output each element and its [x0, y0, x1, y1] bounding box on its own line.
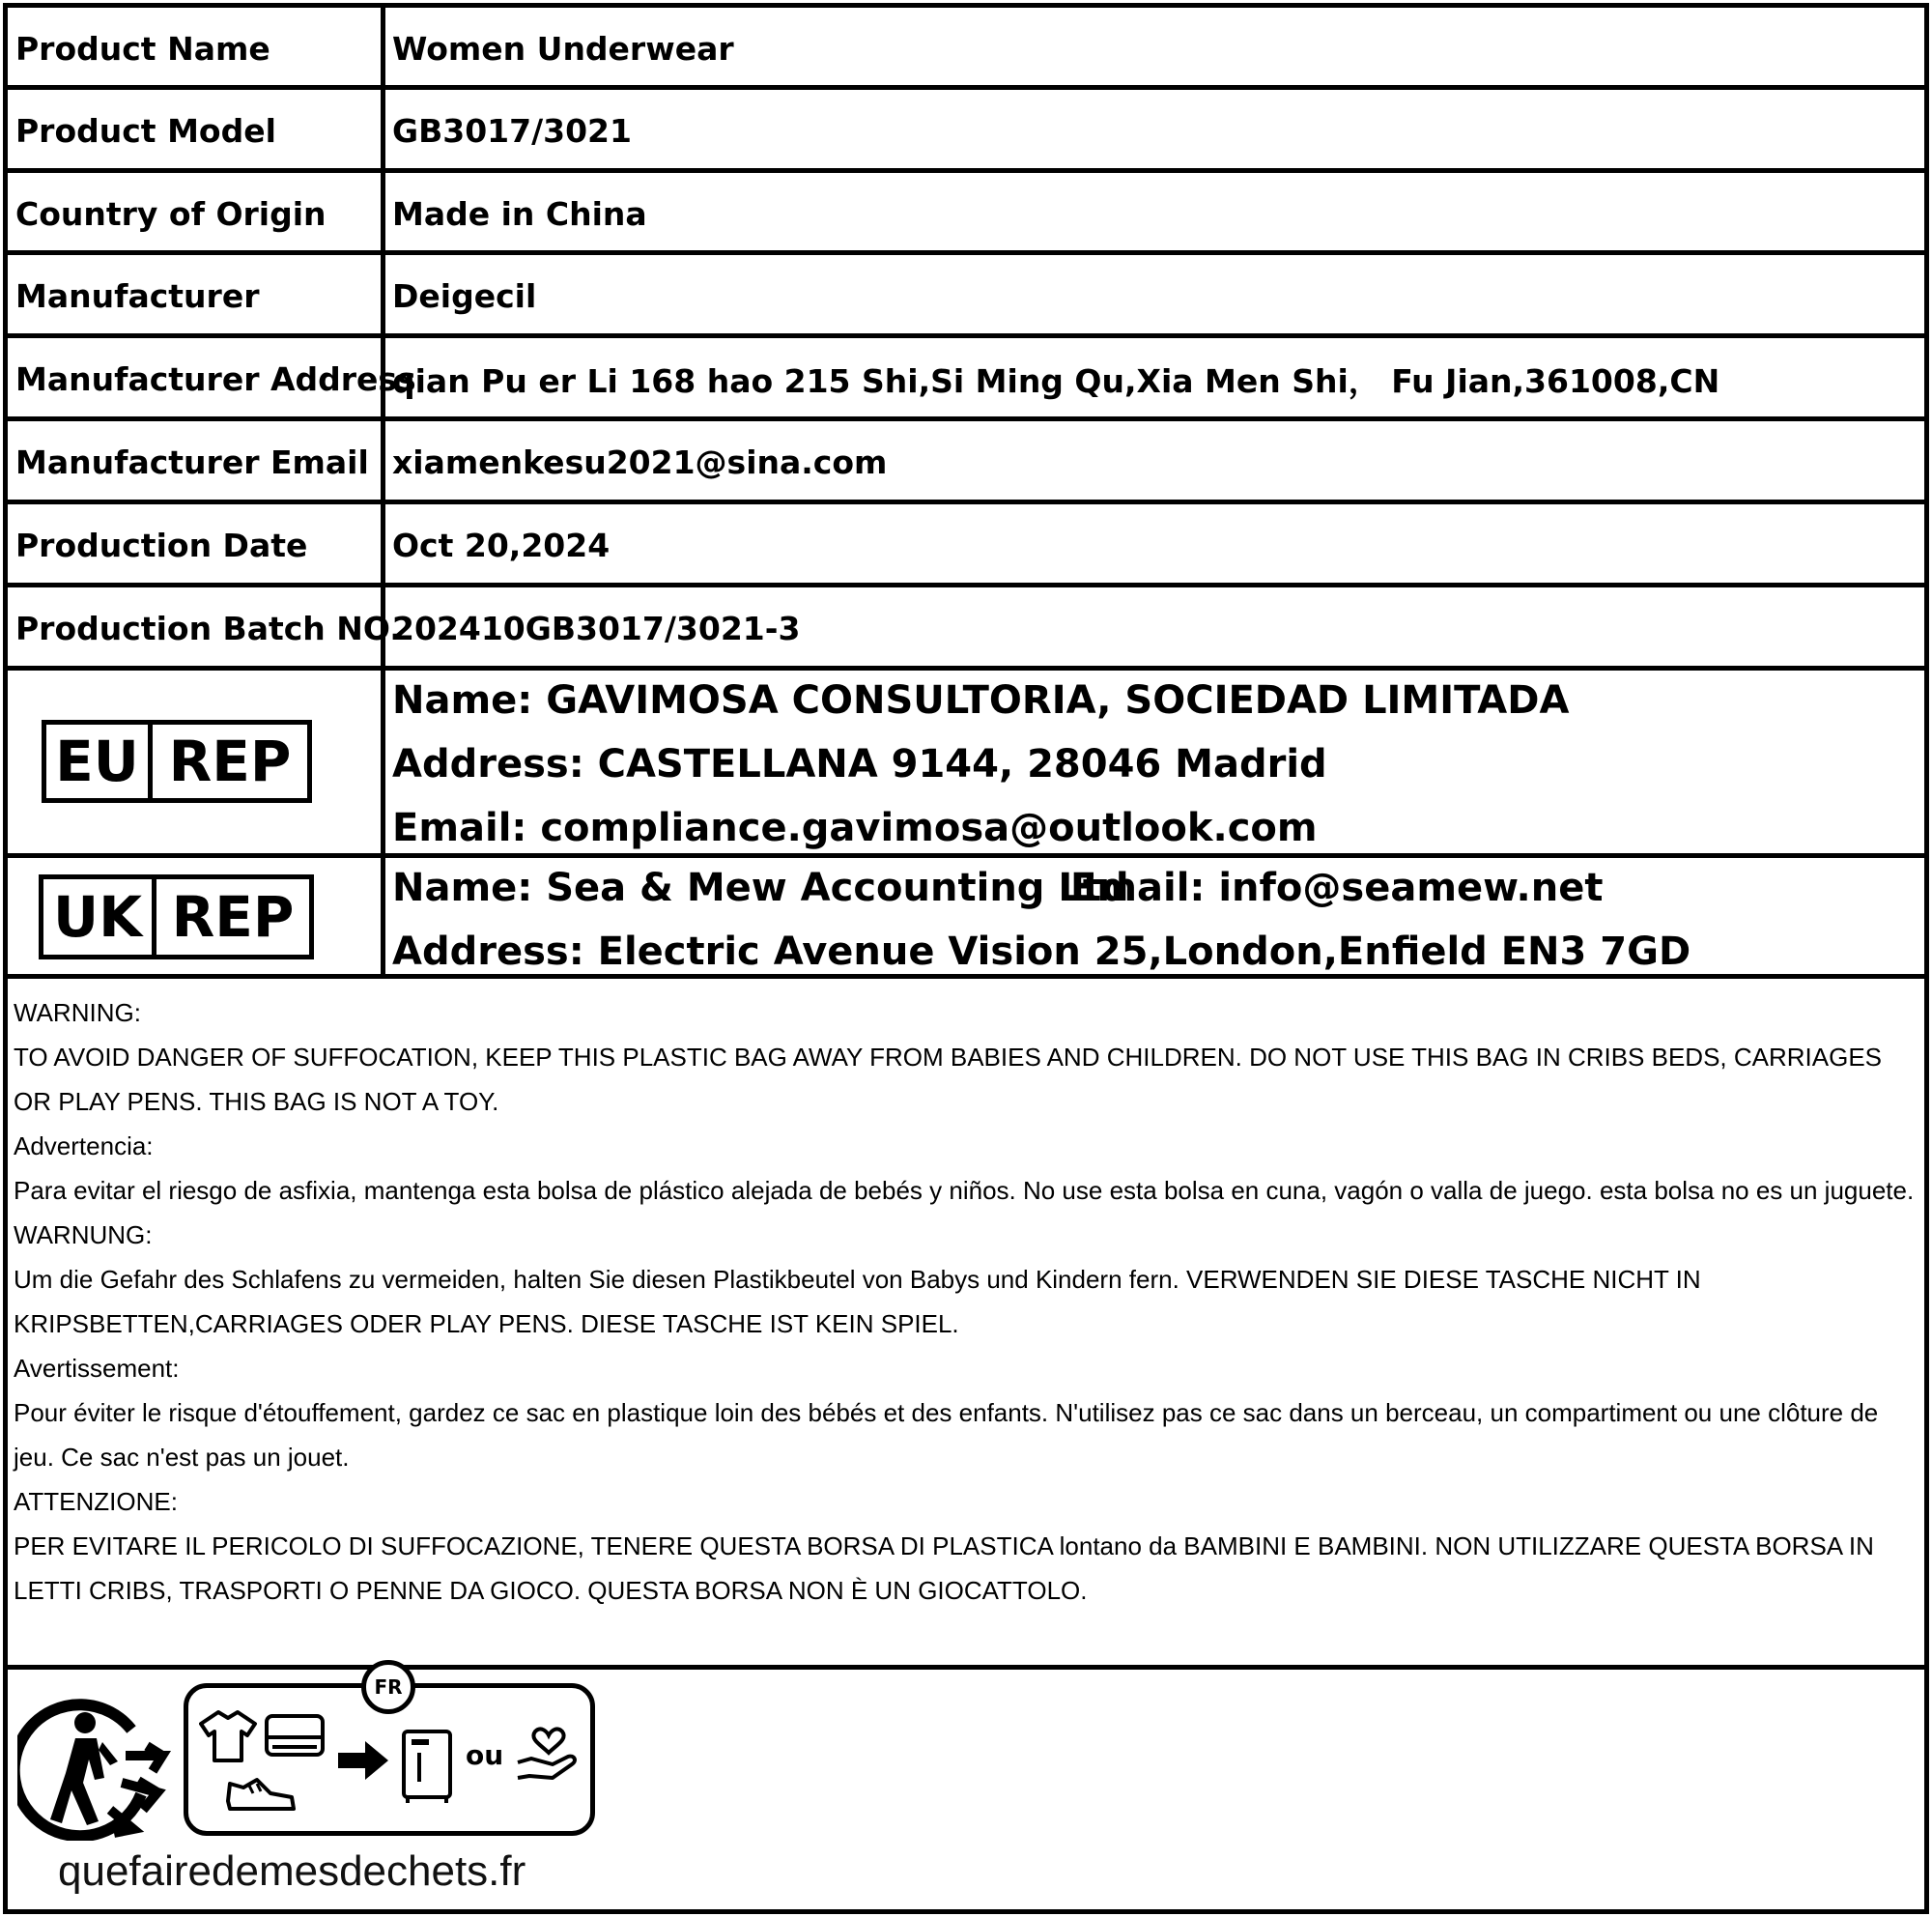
- spec-field: Manufacturer Email: [15, 443, 369, 481]
- spec-field: Country of Origin: [15, 194, 327, 233]
- warning-text: Um die Gefahr des Schlafens zu vermeiden, halten Sie diesen Plastikbeutel von Babys und Kindern fern. VERWENDEN SIE DIESE TASCHE NICHT IN KRIPSBETTEN,CARRIAGES ODER PLAY PENS. DIESE TASCHE IST KEIN SPIEL.: [14, 1265, 1701, 1338]
- row-divider: [5, 853, 1929, 858]
- eu-rep-badge-right: REP: [168, 729, 292, 794]
- eu-rep-badge-left: EU: [55, 729, 139, 794]
- column-divider: [381, 5, 385, 977]
- warning-heading: Advertencia:: [14, 1131, 154, 1160]
- spec-field: Product Name: [15, 29, 270, 68]
- fr-badge-label: FR: [374, 1675, 403, 1699]
- warning-heading: ATTENZIONE:: [14, 1487, 178, 1516]
- warning-text: PER EVITARE IL PERICOLO DI SUFFOCAZIONE, TENERE QUESTA BORSA DI PLASTICA lontano da BAMBINI E BAMBINI. NON UTILIZZARE QUESTA BORSA IN LETTI CRIBS, TRASPORTI O PENNE DA GIOCO. QUESTA BORSA NON È UN GIOCATTOLO.: [14, 1531, 1874, 1605]
- warning-text: TO AVOID DANGER OF SUFFOCATION, KEEP THIS PLASTIC BAG AWAY FROM BABIES AND CHILDREN. DO NOT USE THIS BAG IN CRIBS BEDS, CARRIAGES OR PLAY PENS. THIS BAG IS NOT A TOY.: [14, 1043, 1883, 1116]
- warning-heading: WARNUNG:: [14, 1220, 153, 1249]
- uk-rep-badge-right: REP: [171, 884, 295, 950]
- row-divider: [5, 974, 1929, 979]
- uk-rep-badge: [39, 874, 314, 959]
- spec-value: GB3017/3021: [392, 111, 632, 150]
- spec-value: Oct 20,2024: [392, 526, 611, 564]
- row-divider: [5, 1665, 1929, 1670]
- eu-rep-email: Email: compliance.gavimosa@outlook.com: [392, 806, 1318, 850]
- uk-rep-address: Address: Electric Avenue Vision 25,London,Enfield EN3 7GD: [392, 930, 1691, 974]
- fr-badge: [361, 1660, 415, 1714]
- shoe-icon: [224, 1772, 298, 1817]
- spec-value: Made in China: [392, 194, 647, 233]
- warning-heading: Avertissement:: [14, 1354, 180, 1383]
- warning-text: Para evitar el riesgo de asfixia, mantenga esta bolsa de plástico alejada de bebés y niños. No use esta bolsa en cuna, vagón o valla de juego. esta bolsa no es un juguete.: [14, 1176, 1915, 1205]
- spec-value: qian Pu er Li 168 hao 215 Shi,Si Ming Qu,Xia Men Shi， Fu Jian,361008,CN: [392, 361, 1720, 400]
- arrow-right-icon: [336, 1737, 390, 1784]
- uk-rep-badge-left: UK: [52, 884, 143, 950]
- spec-value: 202410GB3017/3021-3: [392, 609, 801, 647]
- tshirt-icon: [199, 1708, 259, 1764]
- triman-logo-icon: [17, 1686, 172, 1841]
- warning-heading: WARNING:: [14, 998, 141, 1027]
- uk-rep-name: Name: Sea & Mew Accounting Ltd: [392, 866, 1129, 910]
- hand-heart-icon: [514, 1724, 583, 1786]
- warning-text: Pour éviter le risque d'étouffement, gardez ce sac en plastique loin des bébés et des enfants. N'utilisez pas ce sac dans un berceau, un compartiment ou une clôture de jeu. Ce sac n'est pas un jouet.: [14, 1398, 1879, 1472]
- recycling-website: quefairedemesdechets.fr: [58, 1847, 526, 1895]
- row-divider: [5, 85, 1929, 90]
- uk-rep-email: Email: info@seamew.net: [1070, 866, 1604, 910]
- eu-rep-name: Name: GAVIMOSA CONSULTORIA, SOCIEDAD LIMITADA: [392, 678, 1570, 723]
- spec-field: Manufacturer: [15, 276, 260, 315]
- or-word: ou: [466, 1739, 504, 1771]
- spec-value: Women Underwear: [392, 29, 734, 68]
- spec-value: xiamenkesu2021@sina.com: [392, 443, 888, 481]
- spec-value: Deigecil: [392, 276, 537, 315]
- donation-bin-icon: [400, 1728, 454, 1805]
- eu-rep-address: Address: CASTELLANA 9144, 28046 Madrid: [392, 742, 1327, 787]
- spec-field: Production Batch NO.: [15, 609, 402, 647]
- spec-field: Manufacturer Address: [15, 359, 416, 398]
- eu-rep-badge: [42, 720, 312, 803]
- warnings-section: [14, 990, 1921, 1613]
- spec-field: Production Date: [15, 526, 308, 564]
- spec-field: Product Model: [15, 111, 276, 150]
- folded-linen-icon: [263, 1708, 327, 1764]
